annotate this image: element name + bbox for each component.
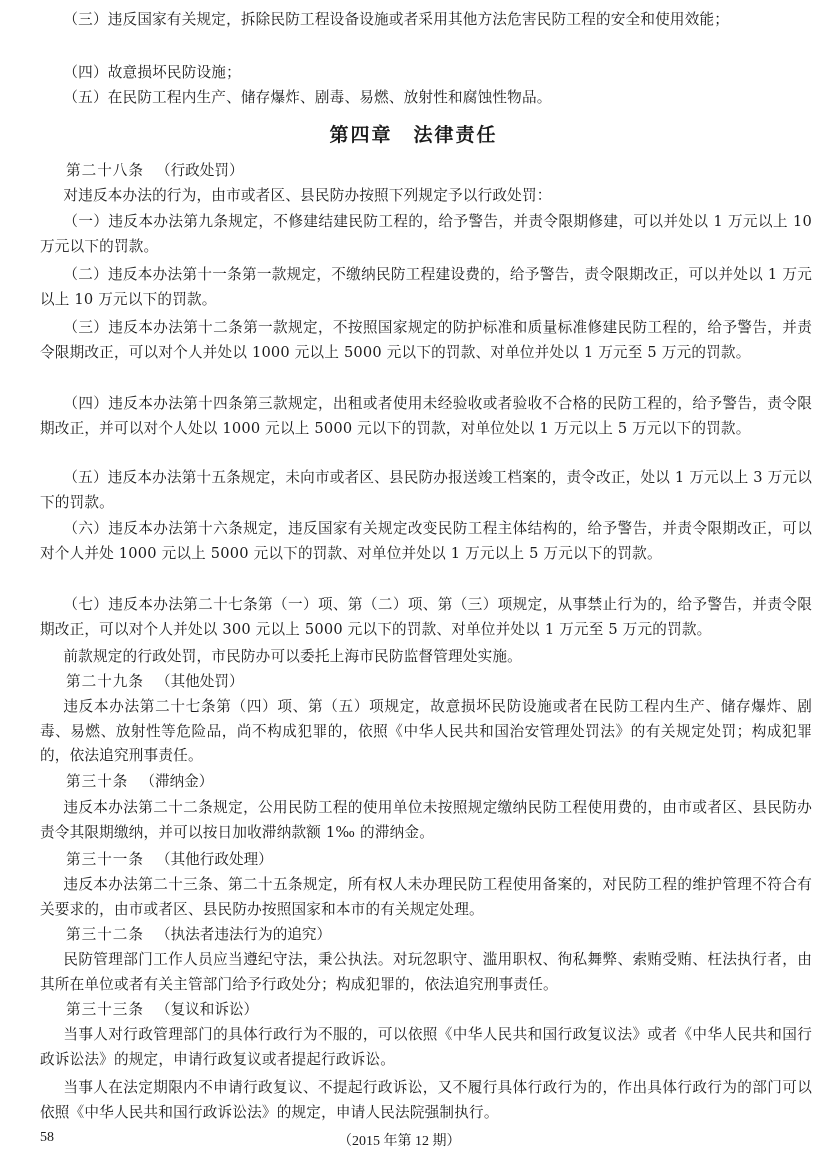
item-three: （三）违反国家有关规定，拆除民防工程设备设施或者采用其他方法危害民防工程的安全和使用效能； bbox=[63, 11, 730, 28]
article-number: 第二十八条 bbox=[66, 162, 144, 179]
article-28-item-7: （七）违反本办法第二十七条第（一）项、第（二）项、第（三）项规定，从事禁止行为的，给予警告，并责令限期改正，可以对个人并处以 300 元以上 5000 元以下的罚款、对单位并处以 1 万元至 5 万元的罚款。 bbox=[40, 596, 812, 638]
article-number: 第三十条 bbox=[66, 773, 129, 790]
article-30-title bbox=[66, 770, 213, 795]
article-subtitle: （其他处罚） bbox=[155, 673, 244, 690]
article-32-title bbox=[66, 923, 331, 948]
article-number: 第三十三条 bbox=[66, 1001, 144, 1018]
item-five: （五）在民防工程内生产、储存爆炸、剧毒、易燃、放射性和腐蚀性物品。 bbox=[63, 89, 552, 106]
article-28-note: 前款规定的行政处罚，市民防办可以委托上海市民防监督管理处实施。 bbox=[63, 648, 522, 665]
article-31-body: 违反本办法第二十三条、第二十五条规定，所有权人未办理民防工程使用备案的，对民防工程的维护管理不符合有关要求的，由市或者区、县民防办按照国家和本市的有关规定处理。 bbox=[40, 876, 812, 918]
article-28-title bbox=[66, 159, 244, 184]
article-33-body-2: 当事人在法定期限内不申请行政复议、不提起行政诉讼，又不履行具体行政行为的，作出具体行政行为的部门可以依照《中华人民共和国行政诉讼法》的规定，申请人民法院强制执行。 bbox=[40, 1079, 812, 1121]
item-four: （四）故意损坏民防设施； bbox=[63, 64, 241, 81]
article-28-item-2: （二）违反本办法第十一条第一款规定，不缴纳民防工程建设费的，给予警告，责令限期改正，可以并处以 1 万元以上 10 万元以下的罚款。 bbox=[40, 266, 812, 308]
article-31-title bbox=[66, 848, 273, 873]
article-subtitle: （其他行政处理） bbox=[155, 851, 273, 868]
article-28-item-6: （六）违反本办法第十六条规定，违反国家有关规定改变民防工程主体结构的，给予警告，并责令限期改正，可以对个人并处 1000 元以上 5000 元以下的罚款、对单位并处以 1 万元以上 5 万元以下的罚款。 bbox=[40, 520, 812, 562]
issue-label: （2015 年第 12 期） bbox=[338, 1134, 461, 1149]
article-33-title bbox=[66, 998, 258, 1023]
article-subtitle: （滞纳金） bbox=[140, 773, 214, 790]
article-32-body: 民防管理部门工作人员应当遵纪守法，秉公执法。对玩忽职守、滥用职权、徇私舞弊、索贿受贿、枉法执行者，由其所在单位或者有关主管部门给予行政处分；构成犯罪的，依法追究刑事责任。 bbox=[40, 951, 812, 993]
article-subtitle: （行政处罚） bbox=[155, 162, 244, 179]
article-28-item-3: （三）违反本办法第十二条第一款规定，不按照国家规定的防护标准和质量标准修建民防工程的，给予警告，并责令限期改正，可以对个人并处以 1000 元以上 5000 元以下的罚款、对单位并处以 1 万元至 5 万元的罚款。 bbox=[40, 319, 812, 361]
article-number: 第三十二条 bbox=[66, 926, 144, 943]
article-29-title bbox=[66, 670, 244, 695]
article-29-body: 违反本办法第二十七条第（四）项、第（五）项规定，故意损坏民防设施或者在民防工程内生产、储存爆炸、剧毒、易燃、放射性等危险品，尚不构成犯罪的，依照《中华人民共和国治安管理处罚法》的有关规定处罚；构成犯罪的，依法追究刑事责任。 bbox=[40, 698, 812, 764]
article-30-body: 违反本办法第二十二条规定，公用民防工程的使用单位未按照规定缴纳民防工程使用费的，由市或者区、县民防办责令其限期缴纳，并可以按日加收滞纳款额 1‰ 的滞纳金。 bbox=[40, 799, 812, 841]
article-number: 第二十九条 bbox=[66, 673, 144, 690]
article-28-item-4: （四）违反本办法第十四条第三款规定，出租或者使用未经验收或者验收不合格的民防工程的，给予警告，责令限期改正，并可以对个人处以 1000 元以上 5000 元以下的罚款，对单位处以 1 万元以上 5 万元以下的罚款。 bbox=[40, 395, 812, 437]
article-number: 第三十一条 bbox=[66, 851, 144, 868]
article-28-item-1: （一）违反本办法第九条规定，不修建结建民防工程的，给予警告，并责令限期修建，可以并处以 1 万元以上 10 万元以下的罚款。 bbox=[40, 213, 812, 255]
article-28-intro: 对违反本办法的行为，由市或者区、县民防办按照下列规定予以行政处罚： bbox=[63, 187, 552, 204]
article-subtitle: （执法者违法行为的追究） bbox=[155, 926, 332, 943]
page-number: 58 bbox=[40, 1130, 54, 1145]
chapter-title: 第四章 法律责任 bbox=[329, 124, 498, 146]
article-33-body-1: 当事人对行政管理部门的具体行政行为不服的，可以依照《中华人民共和国行政复议法》或者《中华人民共和国行政诉讼法》的规定，申请行政复议或者提起行政诉讼。 bbox=[40, 1026, 812, 1068]
article-subtitle: （复议和诉讼） bbox=[155, 1001, 259, 1018]
article-28-item-5: （五）违反本办法第十五条规定，未向市或者区、县民防办报送竣工档案的，责令改正，处以 1 万元以上 3 万元以下的罚款。 bbox=[40, 469, 812, 511]
